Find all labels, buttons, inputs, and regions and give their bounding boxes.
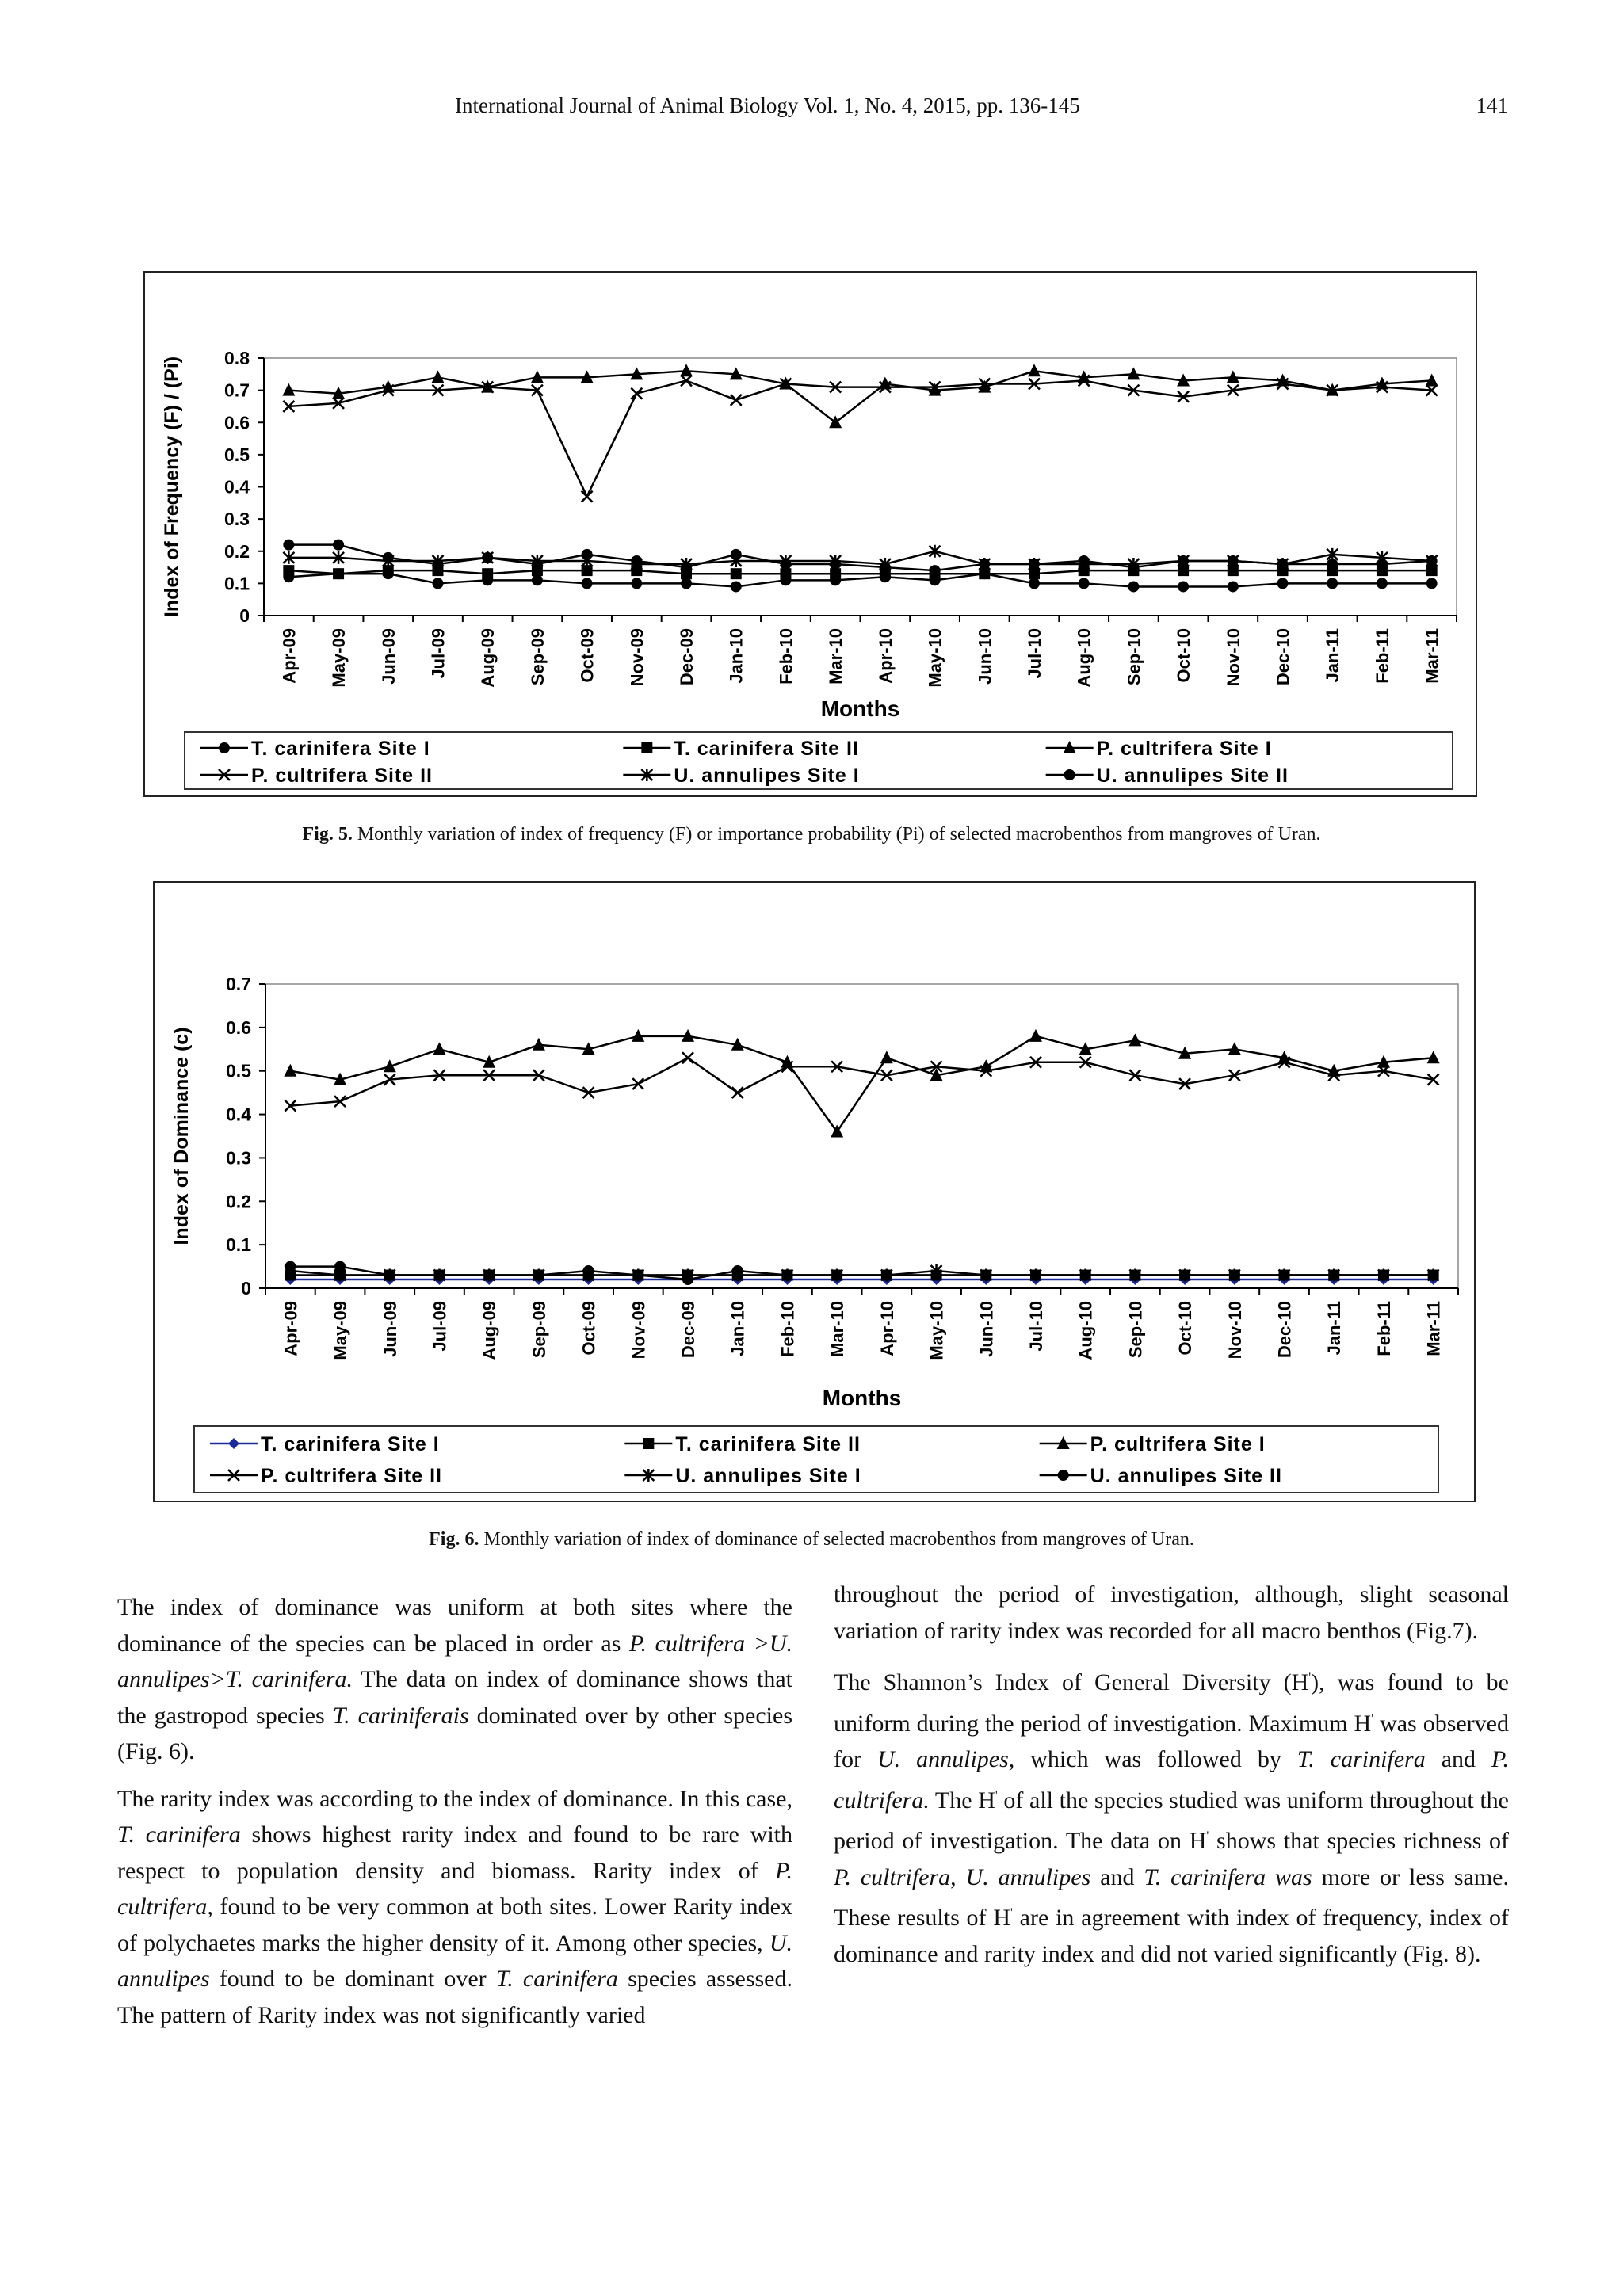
italic-species: T. carinifera xyxy=(1296,1746,1426,1772)
fig6-x-tick-label: Jan-10 xyxy=(727,1301,748,1356)
fig6-y-tick-label: 0.3 xyxy=(226,1147,251,1169)
fig5-y-axis-title: Index of Frequency (F) / (Pi) xyxy=(161,356,183,618)
fig5-series-u-annulipes-site-ii-point xyxy=(1079,555,1090,566)
fig5-series-t-carinifera-site-i-point xyxy=(1178,581,1189,592)
prime-mark: ' xyxy=(1371,1711,1374,1726)
body-left-column xyxy=(117,1589,792,2044)
fig5-x-tick-label: May-10 xyxy=(925,628,945,688)
fig6-series-u-annulipes-site-ii-point xyxy=(1179,1270,1190,1281)
fig5-x-tick-label: Jul-10 xyxy=(1024,628,1044,679)
fig5-series-u-annulipes-site-ii-point xyxy=(979,559,990,570)
fig5-x-tick-label: Oct-10 xyxy=(1174,628,1194,683)
fig6-x-tick-label: Oct-09 xyxy=(579,1301,599,1356)
italic-species: P. cultrifera. xyxy=(834,1746,1509,1814)
fig6-x-tick-label: Apr-09 xyxy=(281,1301,301,1356)
text-run: more or less same. These results of H xyxy=(834,1863,1509,1931)
text-run: found to be very common at both sites. Lower Rarity index of polychaetes marks the higher density of it. Among other species, xyxy=(117,1894,792,1956)
fig5-y-tick-label: 0.3 xyxy=(224,509,250,530)
fig5-series-t-carinifera-site-ii-point xyxy=(780,568,791,579)
fig5-series-u-annulipes-site-ii-point xyxy=(780,559,791,570)
fig6-series-u-annulipes-site-ii-point xyxy=(632,1270,643,1281)
fig5-series-t-carinifera-site-i-point xyxy=(1277,578,1289,589)
text-run: The Shannon’s Index of General Diversity (H xyxy=(834,1669,1309,1695)
fig5-series-u-annulipes-site-ii-point xyxy=(1029,559,1040,570)
fig5-series-u-annulipes-site-ii-point xyxy=(1178,555,1189,566)
text-run: are in agreement with index of frequency, index of dominance and rarity index and did not varied significantly (Fig. 8). xyxy=(834,1905,1509,1967)
fig5-x-tick-label: Aug-09 xyxy=(478,628,498,688)
fig6-series-u-annulipes-site-ii-point xyxy=(1229,1270,1240,1281)
fig5-series-u-annulipes-site-ii-point xyxy=(631,555,642,566)
fig6-x-tick-label: Mar-11 xyxy=(1423,1301,1444,1356)
fig6-x-tick-label: Nov-09 xyxy=(628,1301,649,1360)
fig6-x-tick-label: May-10 xyxy=(926,1301,947,1360)
fig6-x-tick-label: Apr-10 xyxy=(876,1301,897,1356)
fig5-series-t-carinifera-site-i-point xyxy=(532,574,543,585)
fig6-x-tick-label: Jun-09 xyxy=(380,1301,400,1357)
fig5-x-tick-label: Mar-11 xyxy=(1422,628,1442,684)
fig6-legend-label: P. cultrifera Site II xyxy=(261,1465,442,1487)
fig5-x-tick-label: Mar-10 xyxy=(826,628,846,685)
text-run: of all the species studied was uniform throughout the period of investigation. The data on H xyxy=(834,1787,1509,1854)
fig5-x-tick-label: Feb-11 xyxy=(1372,628,1392,684)
fig6-x-tick-label: Aug-09 xyxy=(479,1301,500,1360)
fig5-x-tick-label: Dec-09 xyxy=(677,628,697,686)
text-run: The rarity index was according to the index of dominance. In this case, xyxy=(117,1785,792,1812)
fig5-x-tick-label: Nov-10 xyxy=(1223,628,1243,687)
fig6-x-tick-label: Jun-10 xyxy=(976,1301,997,1357)
fig6-series-u-annulipes-site-ii-point xyxy=(732,1265,743,1276)
fig6-series-u-annulipes-site-ii-point xyxy=(881,1270,892,1281)
fig6-x-tick-label: Feb-11 xyxy=(1373,1301,1394,1356)
fig6-series-u-annulipes-site-ii-point xyxy=(334,1261,346,1272)
italic-species: U. annulipes, xyxy=(876,1746,1015,1772)
fig6-series-u-annulipes-site-ii-point xyxy=(1080,1270,1091,1281)
fig5-series-u-annulipes-site-ii-point xyxy=(1277,559,1289,570)
fig6-series-u-annulipes-site-ii-point xyxy=(831,1270,842,1281)
fig6-x-axis-title: Months xyxy=(822,1386,902,1410)
fig5-x-tick-label: Jul-09 xyxy=(428,628,449,679)
italic-species: P. cultrifera xyxy=(834,1863,951,1890)
fig6-series-u-annulipes-site-ii-point xyxy=(533,1270,544,1281)
fig6-legend-swatch-marker xyxy=(643,1438,654,1449)
left-paragraph-1 xyxy=(117,1589,792,1770)
text-run: , xyxy=(950,1863,966,1890)
fig5-series-u-annulipes-site-ii-point xyxy=(333,540,344,551)
fig5-series-t-carinifera-site-i-point xyxy=(731,581,742,592)
fig6-y-tick-label: 0.1 xyxy=(226,1234,251,1256)
page-number: 141 xyxy=(1476,93,1508,117)
fig6-series-u-annulipes-site-ii-point xyxy=(1129,1270,1140,1281)
figure-6-caption xyxy=(0,1529,1623,1550)
fig6-y-tick-label: 0.7 xyxy=(226,974,251,994)
fig5-legend-label: T. carinifera Site II xyxy=(674,738,859,760)
fig5-y-tick-label: 0.7 xyxy=(224,379,250,401)
running-header xyxy=(0,93,1623,128)
prime-mark: ' xyxy=(1308,1671,1312,1684)
fig5-y-tick-label: 0 xyxy=(239,605,250,626)
fig6-legend-label: P. cultrifera Site I xyxy=(1090,1433,1266,1455)
fig5-x-tick-label: Apr-10 xyxy=(875,628,896,684)
fig6-y-tick-label: 0.6 xyxy=(226,1016,251,1038)
text-run: and xyxy=(1425,1746,1492,1772)
fig5-series-u-annulipes-site-ii-point xyxy=(681,562,692,573)
fig6-series-u-annulipes-site-ii-point xyxy=(483,1270,495,1281)
text-run: The index of dominance was uniform at both sites where the dominance of the species can be placed in order as xyxy=(117,1594,792,1657)
fig5-x-tick-label: Jun-09 xyxy=(378,628,399,685)
fig5-series-t-carinifera-site-i-point xyxy=(432,578,443,589)
fig5-x-tick-label: Dec-10 xyxy=(1273,628,1293,686)
fig5-series-u-annulipes-site-ii-point xyxy=(731,549,742,560)
text-run: shows highest rarity index and found to be rare with respect to population density and biomass. Rarity index of xyxy=(117,1821,792,1884)
fig6-x-tick-label: Dec-10 xyxy=(1274,1301,1295,1359)
fig5-y-tick-label: 0.6 xyxy=(224,412,250,433)
fig5-x-tick-label: Jun-10 xyxy=(975,628,995,685)
fig5-series-t-carinifera-site-i-point xyxy=(1079,578,1090,589)
figure-6-caption-text: Monthly variation of index of dominance of selected macrobenthos from mangroves of Uran. xyxy=(479,1529,1194,1550)
figure-5-caption-label: Fig. 5. xyxy=(302,824,353,845)
fig6-legend-label: U. annulipes Site II xyxy=(1090,1465,1282,1487)
text-run: dominated over by other species (Fig. 6). xyxy=(117,1702,792,1764)
fig5-series-t-carinifera-site-i-point xyxy=(582,578,593,589)
fig6-x-tick-label: Jul-09 xyxy=(430,1301,450,1352)
italic-species: U. annulipes xyxy=(965,1863,1091,1890)
fig6-series-u-annulipes-site-ii-point xyxy=(931,1270,942,1281)
fig5-series-t-carinifera-site-i-point xyxy=(1327,578,1338,589)
text-run: shows that species richness of xyxy=(1209,1828,1509,1854)
figure-5-chart xyxy=(143,271,1477,797)
fig5-series-u-annulipes-site-ii-point xyxy=(482,552,493,563)
fig5-x-tick-label: Feb-10 xyxy=(776,628,796,685)
fig5-series-t-carinifera-site-ii-point xyxy=(482,568,493,579)
fig5-series-t-carinifera-site-i-point xyxy=(681,578,692,589)
prime-mark: ' xyxy=(1010,1906,1013,1920)
fig6-x-tick-label: Aug-10 xyxy=(1075,1301,1096,1360)
fig5-series-t-carinifera-site-ii-point xyxy=(731,568,742,579)
right-paragraph-2 xyxy=(834,1660,1509,1972)
fig6-legend-label: U. annulipes Site I xyxy=(675,1465,861,1487)
fig5-series-t-carinifera-site-ii-point xyxy=(283,565,294,576)
fig5-plot-area xyxy=(264,358,1457,616)
fig5-legend-swatch-marker xyxy=(219,742,230,753)
fig6-series-u-annulipes-site-ii-point xyxy=(433,1270,445,1281)
prime-mark: ' xyxy=(1206,1829,1209,1843)
italic-species: T. carinifera xyxy=(117,1821,241,1848)
fig5-x-tick-label: Jan-10 xyxy=(726,628,747,684)
fig6-series-u-annulipes-site-ii-point xyxy=(1428,1270,1439,1281)
figure-6-chart xyxy=(153,881,1476,1502)
fig6-series-u-annulipes-site-ii-point xyxy=(384,1270,395,1281)
fig5-series-u-annulipes-site-ii-point xyxy=(1228,555,1239,566)
fig6-series-u-annulipes-site-ii-point xyxy=(682,1274,693,1285)
fig6-x-tick-label: May-09 xyxy=(330,1301,351,1360)
prime-mark: ' xyxy=(995,1788,998,1802)
fig5-x-axis-title: Months xyxy=(820,696,900,721)
fig5-series-u-annulipes-site-ii-point xyxy=(880,562,891,573)
text-run: was observed for xyxy=(834,1710,1509,1772)
fig6-x-tick-label: Jul-10 xyxy=(1025,1301,1046,1352)
text-run: The data on index of dominance shows that the gastropod species xyxy=(117,1666,792,1729)
fig6-x-tick-label: Sep-10 xyxy=(1125,1301,1146,1359)
fig6-y-tick-label: 0.5 xyxy=(226,1060,251,1081)
fig6-series-u-annulipes-site-ii-point xyxy=(781,1270,792,1281)
fig5-legend-label: T. carinifera Site I xyxy=(251,738,430,760)
fig5-series-u-annulipes-site-ii-point xyxy=(1426,555,1438,566)
fig6-series-u-annulipes-site-ii-point xyxy=(285,1261,296,1272)
fig5-series-t-carinifera-site-ii-point xyxy=(830,568,841,579)
fig5-x-tick-label: May-09 xyxy=(329,628,349,688)
right-paragraph-1: throughout the period of investigation, although, slight seasonal variation of rarity index was recorded for all macro benthos (Fig.7). xyxy=(834,1581,1509,1644)
fig5-series-u-annulipes-site-ii-point xyxy=(830,559,841,570)
text-run: species assessed. The pattern of Rarity index was not significantly varied xyxy=(117,1966,792,2028)
fig5-series-u-annulipes-site-ii-point xyxy=(1327,559,1338,570)
journal-title: International Journal of Animal Biology Vol. 1, No. 4, 2015, pp. 136-145 xyxy=(455,93,1080,117)
figure-6-svg xyxy=(155,883,1474,1501)
fig5-series-u-annulipes-site-ii-point xyxy=(532,559,543,570)
fig5-x-tick-label: Jan-11 xyxy=(1323,628,1343,683)
text-run: The H xyxy=(929,1787,995,1814)
fig5-x-tick-label: Nov-09 xyxy=(627,628,647,687)
italic-species: T. carinifera was xyxy=(1144,1863,1312,1890)
fig5-legend-label: P. cultrifera Site II xyxy=(251,765,433,787)
fig6-x-tick-label: Oct-10 xyxy=(1175,1301,1196,1356)
fig6-series-u-annulipes-site-ii-point xyxy=(1279,1270,1290,1281)
fig5-series-u-annulipes-site-ii-point xyxy=(1377,559,1388,570)
italic-species: P. cultrifera >U. annulipes>T. carinifera. xyxy=(117,1630,792,1692)
italic-species: T. carinifera xyxy=(495,1966,618,1992)
italic-species: P. cultrifera, xyxy=(117,1857,792,1920)
text-run: and xyxy=(1090,1863,1144,1890)
fig6-x-tick-label: Mar-10 xyxy=(827,1301,848,1357)
fig5-series-u-annulipes-site-ii-point xyxy=(283,540,294,551)
fig6-plot-area xyxy=(265,984,1458,1288)
fig5-y-tick-label: 0.1 xyxy=(224,573,250,594)
fig5-y-tick-label: 0.2 xyxy=(224,540,250,562)
fig5-legend-label: P. cultrifera Site I xyxy=(1096,738,1272,760)
fig5-series-u-annulipes-site-ii-point xyxy=(383,552,394,563)
fig5-y-tick-label: 0.8 xyxy=(224,348,250,368)
figure-5-svg xyxy=(145,273,1476,795)
fig5-legend-swatch-marker xyxy=(1064,769,1075,780)
fig6-x-tick-label: Jan-11 xyxy=(1324,1301,1345,1356)
fig6-series-u-annulipes-site-ii-point xyxy=(1030,1270,1041,1281)
fig5-legend-label: U. annulipes Site II xyxy=(1096,765,1289,787)
fig5-x-tick-label: Sep-09 xyxy=(527,628,548,686)
fig6-legend-swatch-marker xyxy=(1058,1470,1069,1481)
fig6-y-tick-label: 0.4 xyxy=(226,1104,251,1125)
fig6-y-tick-label: 0.2 xyxy=(226,1191,251,1212)
body-right-column xyxy=(834,1577,1509,1983)
text-run: found to be dominant over xyxy=(209,1966,496,1992)
fig5-series-t-carinifera-site-i-point xyxy=(1228,581,1239,592)
fig5-legend-label: U. annulipes Site I xyxy=(674,765,860,787)
fig6-x-tick-label: Nov-10 xyxy=(1224,1301,1245,1360)
fig5-series-t-carinifera-site-i-point xyxy=(1377,578,1388,589)
fig5-x-tick-label: Oct-09 xyxy=(577,628,598,683)
fig6-legend-label: T. carinifera Site I xyxy=(261,1433,440,1455)
italic-species: T. cariniferais xyxy=(332,1702,469,1729)
fig5-series-t-carinifera-site-i-point xyxy=(1029,578,1040,589)
text-run: which was followed by xyxy=(1014,1746,1297,1772)
fig5-x-tick-label: Sep-10 xyxy=(1124,628,1144,686)
fig5-series-t-carinifera-site-i-point xyxy=(1426,578,1438,589)
fig6-x-tick-label: Feb-10 xyxy=(777,1301,798,1357)
fig6-series-u-annulipes-site-ii-point xyxy=(1328,1270,1339,1281)
fig6-y-tick-label: 0 xyxy=(241,1278,251,1299)
figure-5-caption-text: Monthly variation of index of frequency (F) or importance probability (Pi) of selected macrobenthos from mangroves of Uran. xyxy=(352,824,1321,845)
fig5-series-t-carinifera-site-i-point xyxy=(1128,581,1139,592)
fig5-y-tick-label: 0.4 xyxy=(224,476,250,498)
fig6-x-tick-label: Sep-09 xyxy=(529,1301,549,1359)
fig6-series-u-annulipes-site-ii-point xyxy=(980,1270,991,1281)
figure-5-caption xyxy=(0,824,1623,845)
fig5-series-u-annulipes-site-ii-point xyxy=(1128,562,1139,573)
fig5-series-t-carinifera-site-i-point xyxy=(631,578,642,589)
fig5-series-t-carinifera-site-ii-point xyxy=(333,568,344,579)
fig6-series-u-annulipes-site-ii-point xyxy=(583,1265,594,1276)
left-paragraph-2 xyxy=(117,1781,792,2034)
text-run: ), was found to be uniform during the period of investigation. Maximum H xyxy=(834,1669,1509,1737)
fig6-legend-label: T. carinifera Site II xyxy=(675,1433,861,1455)
italic-species: U. annulipes xyxy=(117,1929,792,1992)
fig5-legend-swatch-marker xyxy=(641,742,652,753)
fig6-y-axis-title: Index of Dominance (c) xyxy=(170,1027,193,1245)
figure-6-caption-label: Fig. 6. xyxy=(429,1529,479,1550)
fig5-series-u-annulipes-site-ii-point xyxy=(432,559,443,570)
fig6-x-tick-label: Dec-09 xyxy=(678,1301,699,1359)
fig6-series-u-annulipes-site-ii-point xyxy=(1378,1270,1389,1281)
fig5-series-u-annulipes-site-ii-point xyxy=(930,565,941,576)
fig5-x-tick-label: Aug-10 xyxy=(1074,628,1094,688)
fig5-x-tick-label: Apr-09 xyxy=(279,628,300,684)
fig5-y-tick-label: 0.5 xyxy=(224,444,250,465)
fig5-series-u-annulipes-site-ii-point xyxy=(582,549,593,560)
